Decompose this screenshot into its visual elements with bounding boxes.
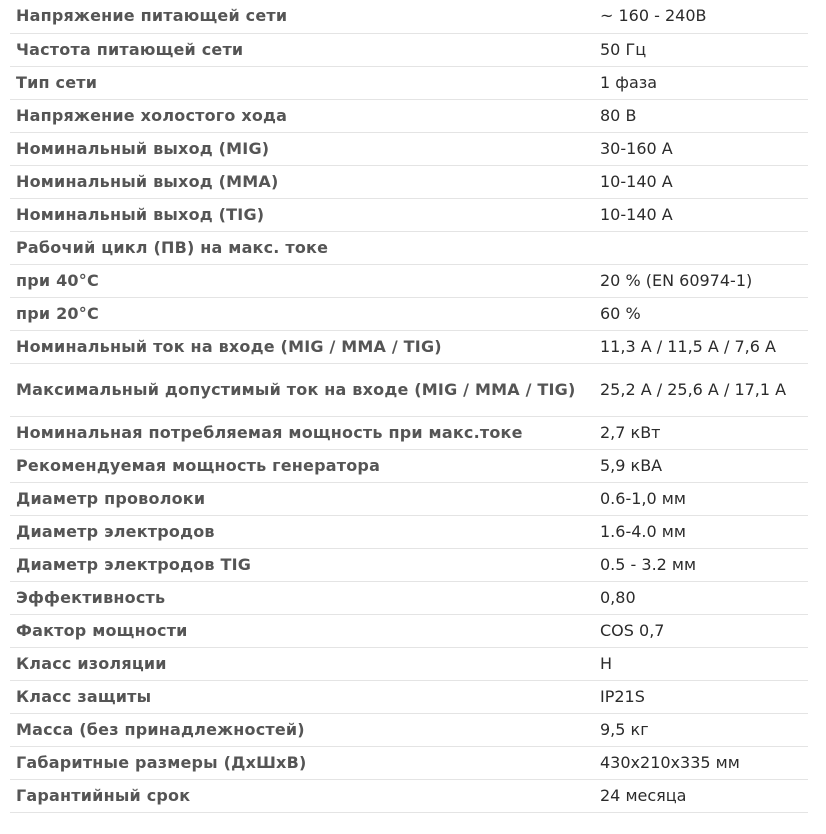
spec-row-warranty bbox=[10, 779, 808, 812]
spec-label: при 40°C bbox=[10, 264, 594, 297]
spec-label: при 20°C bbox=[10, 297, 594, 330]
spec-label: Тип сети bbox=[10, 66, 594, 99]
spec-value bbox=[594, 231, 808, 264]
spec-row-output-mig bbox=[10, 132, 808, 165]
spec-value: H bbox=[594, 647, 808, 680]
spec-label: Рабочий цикл (ПВ) на макс. токе bbox=[10, 231, 594, 264]
spec-label: Частота питающей сети bbox=[10, 33, 594, 66]
spec-row-rated-input-current bbox=[10, 330, 808, 363]
spec-value: 10-140 А bbox=[594, 198, 808, 231]
spec-label: Гарантийный срок bbox=[10, 779, 594, 812]
spec-value: 0.6-1,0 мм bbox=[594, 482, 808, 515]
spec-value: IP21S bbox=[594, 680, 808, 713]
spec-value: 9,5 кг bbox=[594, 713, 808, 746]
spec-label: Номинальный выход (TIG) bbox=[10, 198, 594, 231]
spec-label: Номинальный ток на входе (MIG / MMA / TIG) bbox=[10, 330, 594, 363]
spec-label: Фактор мощности bbox=[10, 614, 594, 647]
spec-value: 80 В bbox=[594, 99, 808, 132]
spec-value: 0,80 bbox=[594, 581, 808, 614]
spec-value: 10-140 А bbox=[594, 165, 808, 198]
spec-value: 5,9 кВА bbox=[594, 449, 808, 482]
spec-row-wire-diameter bbox=[10, 482, 808, 515]
spec-value: 1.6-4.0 мм bbox=[594, 515, 808, 548]
spec-value: 430x210x335 мм bbox=[594, 746, 808, 779]
spec-row-duty-cycle-40 bbox=[10, 264, 808, 297]
spec-label: Напряжение питающей сети bbox=[10, 0, 594, 33]
spec-label: Класс защиты bbox=[10, 680, 594, 713]
spec-row-dimensions bbox=[10, 746, 808, 779]
spec-value: ~ 160 - 240В bbox=[594, 0, 808, 33]
specs-table-body bbox=[10, 0, 808, 812]
spec-value: 24 месяца bbox=[594, 779, 808, 812]
spec-row-rated-power bbox=[10, 416, 808, 449]
spec-label: Номинальный выход (MMA) bbox=[10, 165, 594, 198]
spec-label: Диаметр электродов bbox=[10, 515, 594, 548]
spec-row-output-tig bbox=[10, 198, 808, 231]
spec-row-efficiency bbox=[10, 581, 808, 614]
spec-label: Эффективность bbox=[10, 581, 594, 614]
spec-row-network-type bbox=[10, 66, 808, 99]
spec-row-insulation-class bbox=[10, 647, 808, 680]
spec-value: 2,7 кВт bbox=[594, 416, 808, 449]
spec-row-duty-cycle-header bbox=[10, 231, 808, 264]
spec-label: Диаметр проволоки bbox=[10, 482, 594, 515]
spec-label: Максимальный допустимый ток на входе (MIG / MMA / TIG) bbox=[10, 363, 594, 416]
spec-value: 11,3 A / 11,5 A / 7,6 A bbox=[594, 330, 808, 363]
spec-label: Диаметр электродов TIG bbox=[10, 548, 594, 581]
spec-label: Номинальный выход (MIG) bbox=[10, 132, 594, 165]
spec-row-electrode-diameter bbox=[10, 515, 808, 548]
spec-value: 60 % bbox=[594, 297, 808, 330]
spec-row-duty-cycle-20 bbox=[10, 297, 808, 330]
spec-row-supply-voltage bbox=[10, 0, 808, 33]
spec-value: 20 % (EN 60974-1) bbox=[594, 264, 808, 297]
spec-row-open-circuit-voltage bbox=[10, 99, 808, 132]
spec-row-generator-power bbox=[10, 449, 808, 482]
spec-row-weight bbox=[10, 713, 808, 746]
spec-label: Габаритные размеры (ДхШхВ) bbox=[10, 746, 594, 779]
spec-value: 1 фаза bbox=[594, 66, 808, 99]
spec-label: Номинальная потребляемая мощность при макс.токе bbox=[10, 416, 594, 449]
spec-row-tig-electrode-diameter bbox=[10, 548, 808, 581]
spec-row-protection-class bbox=[10, 680, 808, 713]
spec-value: COS 0,7 bbox=[594, 614, 808, 647]
spec-row-supply-frequency bbox=[10, 33, 808, 66]
spec-value: 30-160 А bbox=[594, 132, 808, 165]
spec-label: Рекомендуемая мощность генератора bbox=[10, 449, 594, 482]
spec-row-max-input-current bbox=[10, 363, 808, 416]
specs-table bbox=[10, 0, 808, 813]
spec-label: Напряжение холостого хода bbox=[10, 99, 594, 132]
spec-label: Класс изоляции bbox=[10, 647, 594, 680]
spec-label: Масса (без принадлежностей) bbox=[10, 713, 594, 746]
spec-value: 25,2 A / 25,6 A / 17,1 A bbox=[594, 363, 808, 416]
spec-row-power-factor bbox=[10, 614, 808, 647]
spec-row-output-mma bbox=[10, 165, 808, 198]
spec-value: 50 Гц bbox=[594, 33, 808, 66]
spec-value: 0.5 - 3.2 мм bbox=[594, 548, 808, 581]
